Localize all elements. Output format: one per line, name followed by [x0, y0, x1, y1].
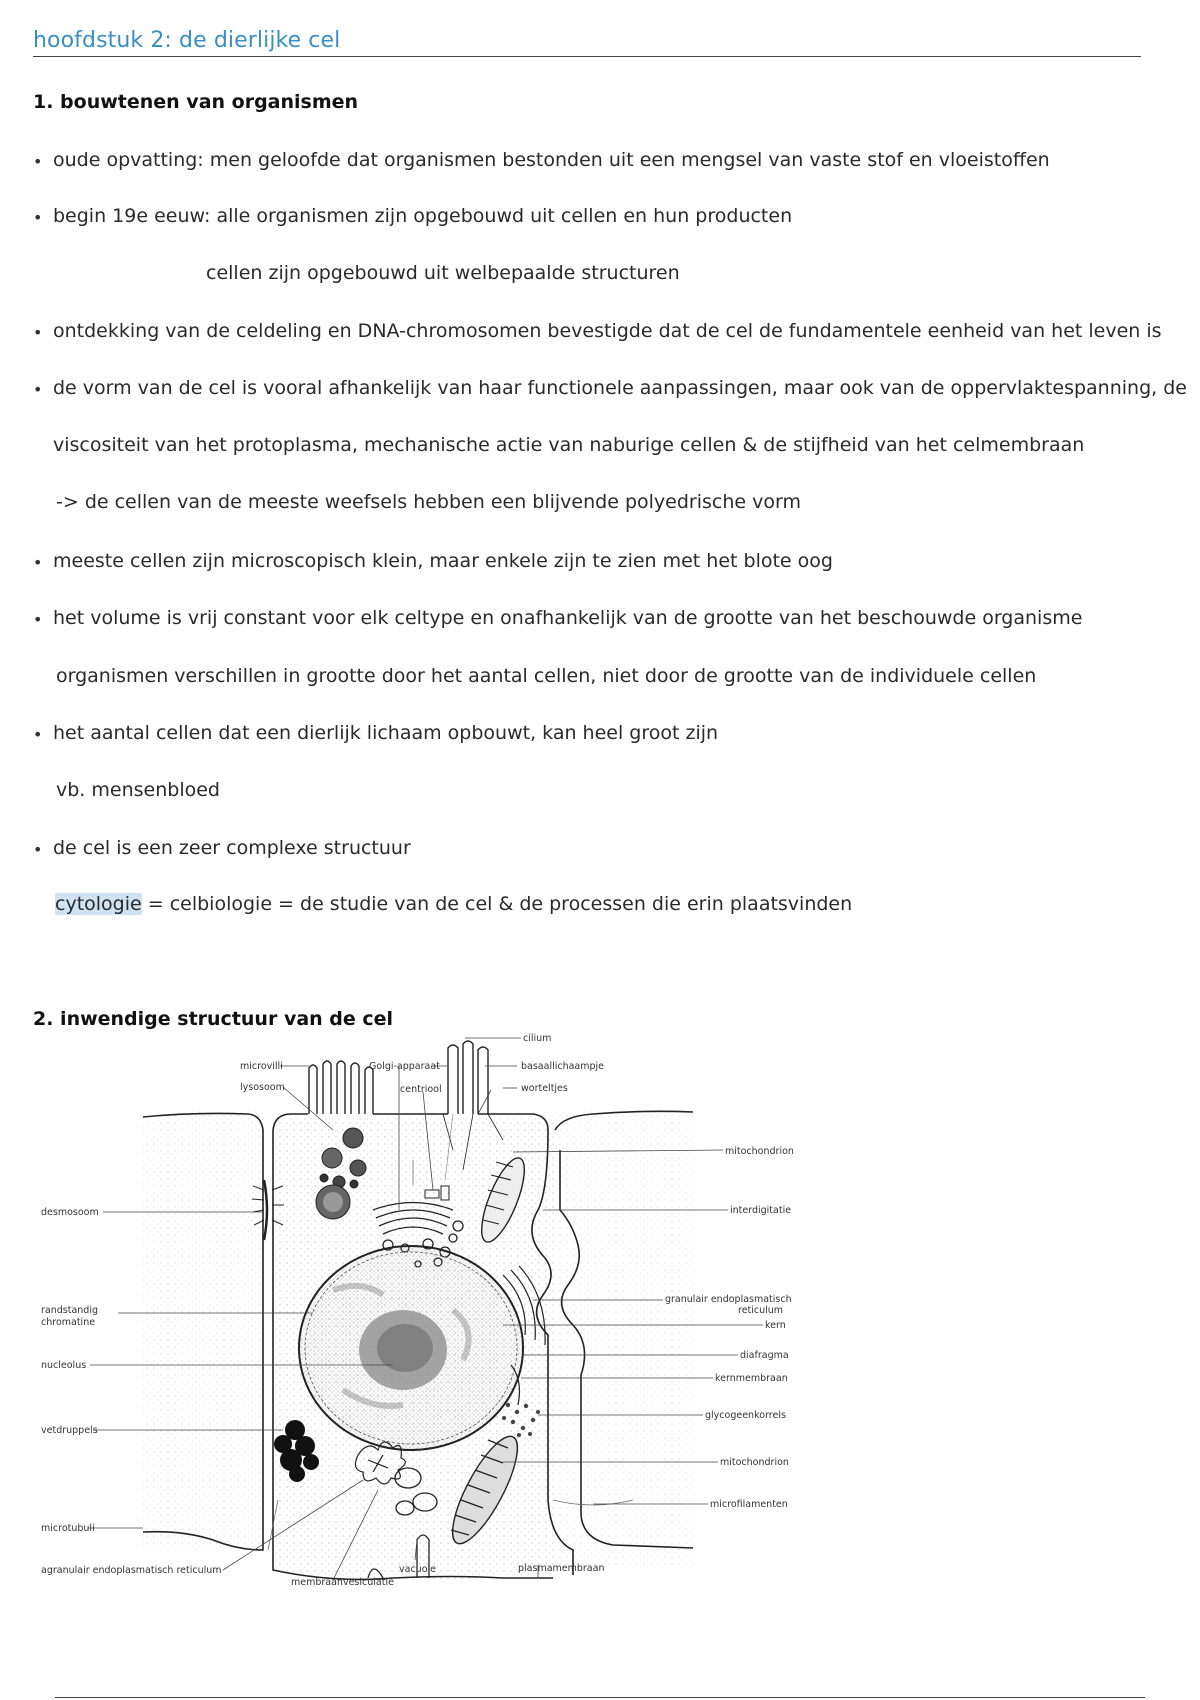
label-microtubules: microtubuli [41, 1523, 95, 1534]
list-item-microscopic: meeste cellen zijn microscopisch klein, maar enkele zijn te zien met het blote oog [53, 550, 833, 572]
label-cilium: cilium [523, 1033, 552, 1044]
bullet-marker: • [33, 152, 43, 171]
continuation-example: vb. mensenbloed [56, 779, 220, 801]
list-item-cell-division: ontdekking van de celdeling en DNA-chromosomen bevestigde dat de cel de fundamentele eenheid van het leven is [53, 320, 1162, 342]
bullet-marker: • [33, 610, 43, 629]
label-lipid-droplets: vetdruppels [41, 1425, 98, 1436]
microvilli [309, 1061, 373, 1114]
label-granular-er-1: granulair endoplasmatisch [665, 1294, 792, 1305]
bullet-marker: • [33, 208, 43, 227]
label-membrane-vesiculation: membraanvesiculatie [291, 1577, 394, 1588]
label-mitochondrion-bottom: mitochondrion [720, 1457, 789, 1468]
label-nucleus: kern [765, 1320, 786, 1331]
label-microfilaments: microfilamenten [710, 1499, 788, 1510]
continuation-structures: cellen zijn opgebouwd uit welbepaalde structuren [206, 262, 680, 284]
label-plasma-membrane: plasmamembraan [518, 1563, 605, 1574]
definition-cytology [55, 893, 852, 915]
bullet-marker: • [33, 840, 43, 859]
label-basal-body: basaallichaampje [521, 1061, 605, 1072]
definition-text: = celbiologie = de studie van de cel & de processen die erin plaatsvinden [141, 893, 853, 915]
label-nucleolus: nucleolus [41, 1360, 87, 1371]
label-lysosome: lysosoom [240, 1082, 285, 1093]
label-peripheral-1: randstandig [41, 1305, 98, 1316]
label-rootlets: worteltjes [521, 1083, 568, 1094]
section-2-heading: 2. inwendige structuur van de cel [33, 1008, 394, 1030]
list-item-old-view: oude opvatting: men geloofde dat organismen bestonden uit een mengsel van vaste stof en vloeistoffen [53, 149, 1050, 171]
label-microvilli: microvilli [240, 1061, 283, 1072]
label-golgi: Golgi-apparaat [369, 1061, 440, 1072]
label-vacuole: vacuole [399, 1564, 436, 1575]
label-nuclear-membrane: kernmembraan [715, 1373, 788, 1384]
list-item-cell-shape: de vorm van de cel is vooral afhankelijk van haar functionele aanpassingen, maar ook van de oppervlaktespanning, de [53, 377, 1187, 399]
title-underline [33, 56, 1141, 57]
label-centriole: centriool [400, 1084, 442, 1095]
bullet-marker: • [33, 323, 43, 342]
nucleus [299, 1246, 523, 1450]
chapter-title: hoofdstuk 2: de dierlijke cel [33, 28, 341, 53]
cell-diagram [33, 1030, 833, 1610]
list-item-complex: de cel is een zeer complexe structuur [53, 837, 411, 859]
continuation-viscosity: viscositeit van het protoplasma, mechanische actie van naburige cellen & de stijfheid van het celmembraan [53, 434, 1085, 456]
label-diaphragm: diafragma [740, 1350, 789, 1361]
bullet-marker: • [33, 553, 43, 572]
bullet-marker: • [33, 380, 43, 399]
highlighted-term: cytologie [55, 893, 142, 915]
label-interdigitation: interdigitatie [730, 1205, 792, 1216]
label-desmosome: desmosoom [41, 1207, 99, 1218]
bullet-marker: • [33, 725, 43, 744]
bottom-rule [55, 1697, 1145, 1698]
section-1-heading: 1. bouwtenen van organismen [33, 91, 359, 113]
list-item-volume: het volume is vrij constant voor elk celtype en onafhankelijk van de grootte van het beschouwde organisme [53, 607, 1083, 629]
list-item-19th-century: begin 19e eeuw: alle organismen zijn opgebouwd uit cellen en hun producten [53, 205, 793, 227]
label-glycogen: glycogeenkorrels [705, 1410, 786, 1421]
label-peripheral-2: chromatine [41, 1317, 96, 1328]
label-granular-er-2: reticulum [738, 1305, 784, 1316]
continuation-polyhedral: -> de cellen van de meeste weefsels hebben een blijvende polyedrische vorm [56, 491, 801, 513]
label-mitochondrion-top: mitochondrion [725, 1146, 794, 1157]
list-item-cell-count: het aantal cellen dat een dierlijk lichaam opbouwt, kan heel groot zijn [53, 722, 719, 744]
label-smooth-er: agranulair endoplasmatisch reticulum [41, 1565, 222, 1576]
continuation-organism-size: organismen verschillen in grootte door het aantal cellen, niet door de grootte van de individuele cellen [56, 665, 1037, 687]
